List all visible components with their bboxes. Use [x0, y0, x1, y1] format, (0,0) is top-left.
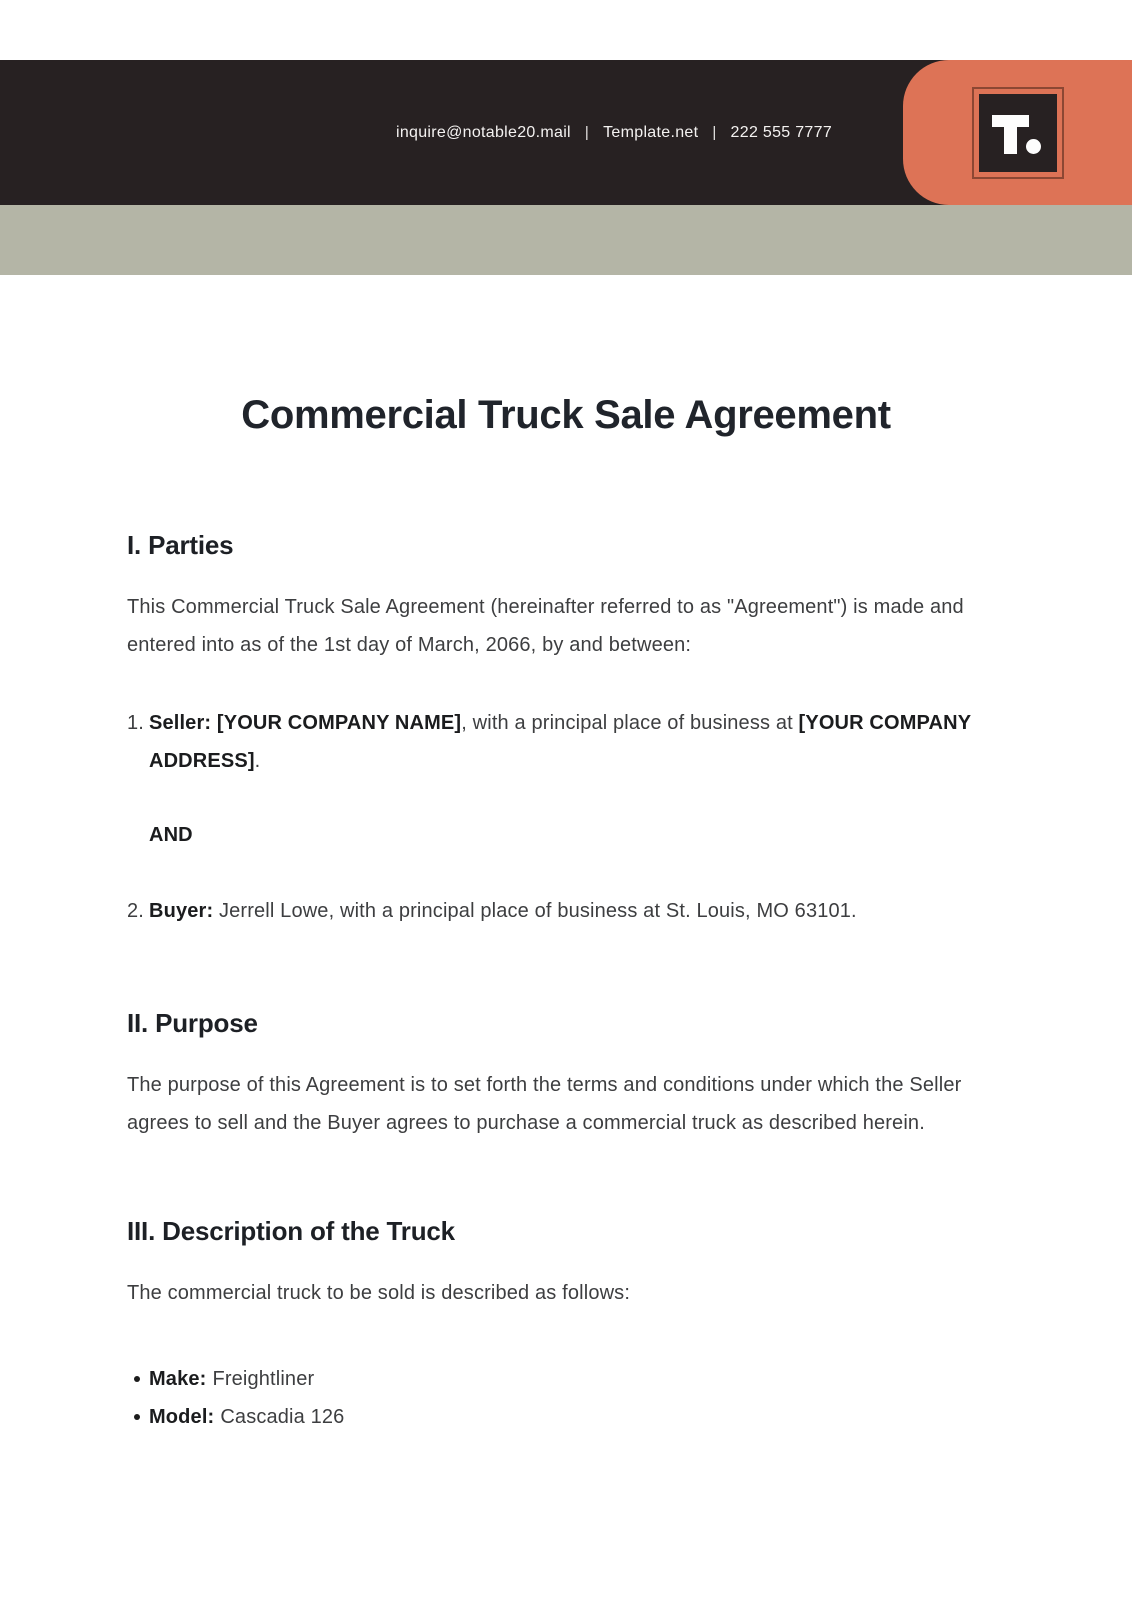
- logo-frame: [972, 87, 1064, 179]
- buyer-label-bold: Buyer:: [149, 900, 214, 922]
- truck-intro-paragraph: The commercial truck to be sold is described as follows:: [127, 1282, 631, 1304]
- logo-letter: [979, 94, 980, 95]
- model-label-bold: Model:: [149, 1406, 215, 1428]
- model-value: Cascadia 126: [220, 1406, 345, 1428]
- seller-mid-text: , with a principal place of business at: [461, 712, 799, 734]
- logo-t-dot-shape: [1026, 139, 1041, 154]
- truck-spec-list: [127, 1360, 1005, 1436]
- logo-accent-tab: [903, 60, 1132, 205]
- section-heading-parties: I. Parties: [127, 530, 234, 560]
- section-heading-truck-description: III. Description of the Truck: [127, 1216, 455, 1246]
- buyer-rest-text: Jerrell Lowe, with a principal place of business at St. Louis, MO 63101.: [213, 900, 857, 922]
- list-number: 1.: [127, 712, 144, 734]
- make-text: [149, 1360, 314, 1398]
- parties-intro-paragraph: This Commercial Truck Sale Agreement (hereinafter referred to as "Agreement") is made and entered into as of the 1st day of March, 2066, by and between:: [127, 596, 964, 656]
- template-logo-t-icon: [979, 94, 1057, 172]
- contact-phone: 222 555 7777: [730, 123, 833, 141]
- contact-divider: |: [584, 124, 590, 141]
- contact-divider: |: [712, 124, 717, 141]
- seller-text: [149, 704, 1005, 780]
- document-content: [0, 390, 1132, 1436]
- model-text: [149, 1398, 344, 1436]
- buyer-text: [149, 892, 1005, 930]
- logo-t-stem-shape: [1004, 115, 1017, 154]
- make-value: Freightliner: [212, 1368, 315, 1390]
- letterhead-bar: [0, 60, 1132, 205]
- sage-divider-band: [0, 205, 1132, 275]
- bullet-dot-icon: [127, 1360, 149, 1398]
- list-item-buyer: [127, 892, 1005, 930]
- seller-address-bold: [YOUR COMPANY ADDRESS]: [149, 712, 971, 772]
- list-number: 2.: [127, 900, 144, 922]
- list-item-make: [127, 1360, 1005, 1398]
- seller-end-text: .: [254, 750, 261, 772]
- page-title: Commercial Truck Sale Agreement: [241, 393, 891, 437]
- make-label-bold: Make:: [149, 1368, 207, 1390]
- seller-label-bold: Seller: [YOUR COMPANY NAME]: [149, 712, 462, 734]
- purpose-paragraph: The purpose of this Agreement is to set forth the terms and conditions under which the Seller agrees to sell and the Buyer agrees to purchase a commercial truck as described herein.: [127, 1074, 962, 1134]
- list-item-model: [127, 1398, 1005, 1436]
- bullet-dot-icon: [127, 1398, 149, 1436]
- contact-website: Template.net: [603, 123, 699, 141]
- conjunction-and: AND: [149, 824, 193, 846]
- section-heading-purpose: II. Purpose: [127, 1008, 258, 1038]
- contact-email: inquire@notable20.mail: [395, 123, 571, 141]
- list-item-seller: [127, 704, 1005, 780]
- parties-numbered-list: [127, 704, 1005, 930]
